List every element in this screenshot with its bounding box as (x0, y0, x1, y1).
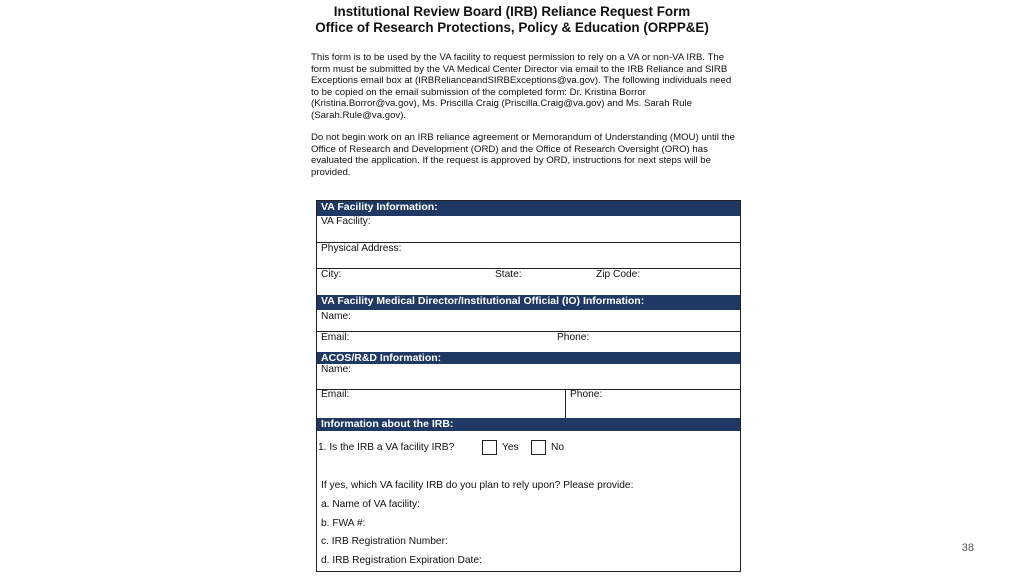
director-section-header: VA Facility Medical Director/Institutional Official (IO) Information: (317, 295, 740, 310)
form-subtitle: Office of Research Protections, Policy & Education (ORPP&E) (315, 20, 709, 35)
intro-paragraph-2: Do not begin work on an IRB reliance agreement or Memorandum of Understanding (MOU) until the Office of Research and Development (ORD) and the Office of Research Oversight (ORO) has evaluated the application. If the request is approved by ORD, instructions for next steps will be provided. (311, 132, 735, 178)
city-label: City: (321, 269, 342, 280)
facility-field-label: VA Facility: (321, 216, 371, 227)
intro-paragraph-1: This form is to be used by the VA facility to request permission to rely on a VA or non-VA IRB. The form must be submitted by the VA Medical Center Director via email to the IRB Reliance and SIRB Exceptions email box at (IRBRelianceandSIRBExceptions@va.gov). The following individuals need to be copied on the email submission of the completed form: Dr. Kristina Borror (Kristina.Borror@va.gov), Ms. Priscilla Craig (Priscilla.Craig@va.gov) and Ms. Sarah Rule (Sarah.Rule@va.gov). (311, 52, 732, 121)
irb-item-a: a. Name of VA facility: (321, 499, 420, 510)
acos-name-label: Name: (321, 364, 352, 375)
divider (317, 268, 740, 269)
reliance-request-form (316, 200, 741, 572)
yes-label: Yes (502, 442, 519, 453)
director-phone-label: Phone: (557, 332, 590, 343)
director-name-label: Name: (321, 311, 352, 322)
irb-item-b: b. FWA #: (321, 518, 366, 529)
acos-phone-label: Phone: (570, 389, 603, 400)
acos-email-label: Email: (321, 389, 350, 400)
divider (565, 389, 566, 418)
facility-section-header: VA Facility Information: (317, 201, 740, 216)
page-number: 38 (961, 542, 974, 554)
divider (317, 331, 740, 332)
irb-section-header: Information about the IRB: (317, 418, 740, 431)
form-title: Institutional Review Board (IRB) Reliance Request Form (333, 4, 691, 19)
irb-followup-question: If yes, which VA facility IRB do you plan to rely upon? Please provide: (321, 480, 634, 491)
state-label: State: (495, 269, 522, 280)
irb-item-c: c. IRB Registration Number: (321, 536, 448, 547)
irb-question-1: 1. Is the IRB a VA facility IRB? (318, 442, 455, 453)
zip-code-label: Zip Code: (596, 269, 641, 280)
director-email-label: Email: (321, 332, 350, 343)
divider (317, 389, 740, 390)
no-checkbox[interactable] (531, 440, 546, 455)
no-label: No (551, 442, 565, 453)
irb-item-d: d. IRB Registration Expiration Date: (321, 555, 482, 566)
acos-section-header: ACOS/R&D Information: (317, 352, 740, 364)
yes-checkbox[interactable] (482, 440, 497, 455)
physical-address-label: Physical Address: (321, 243, 402, 254)
